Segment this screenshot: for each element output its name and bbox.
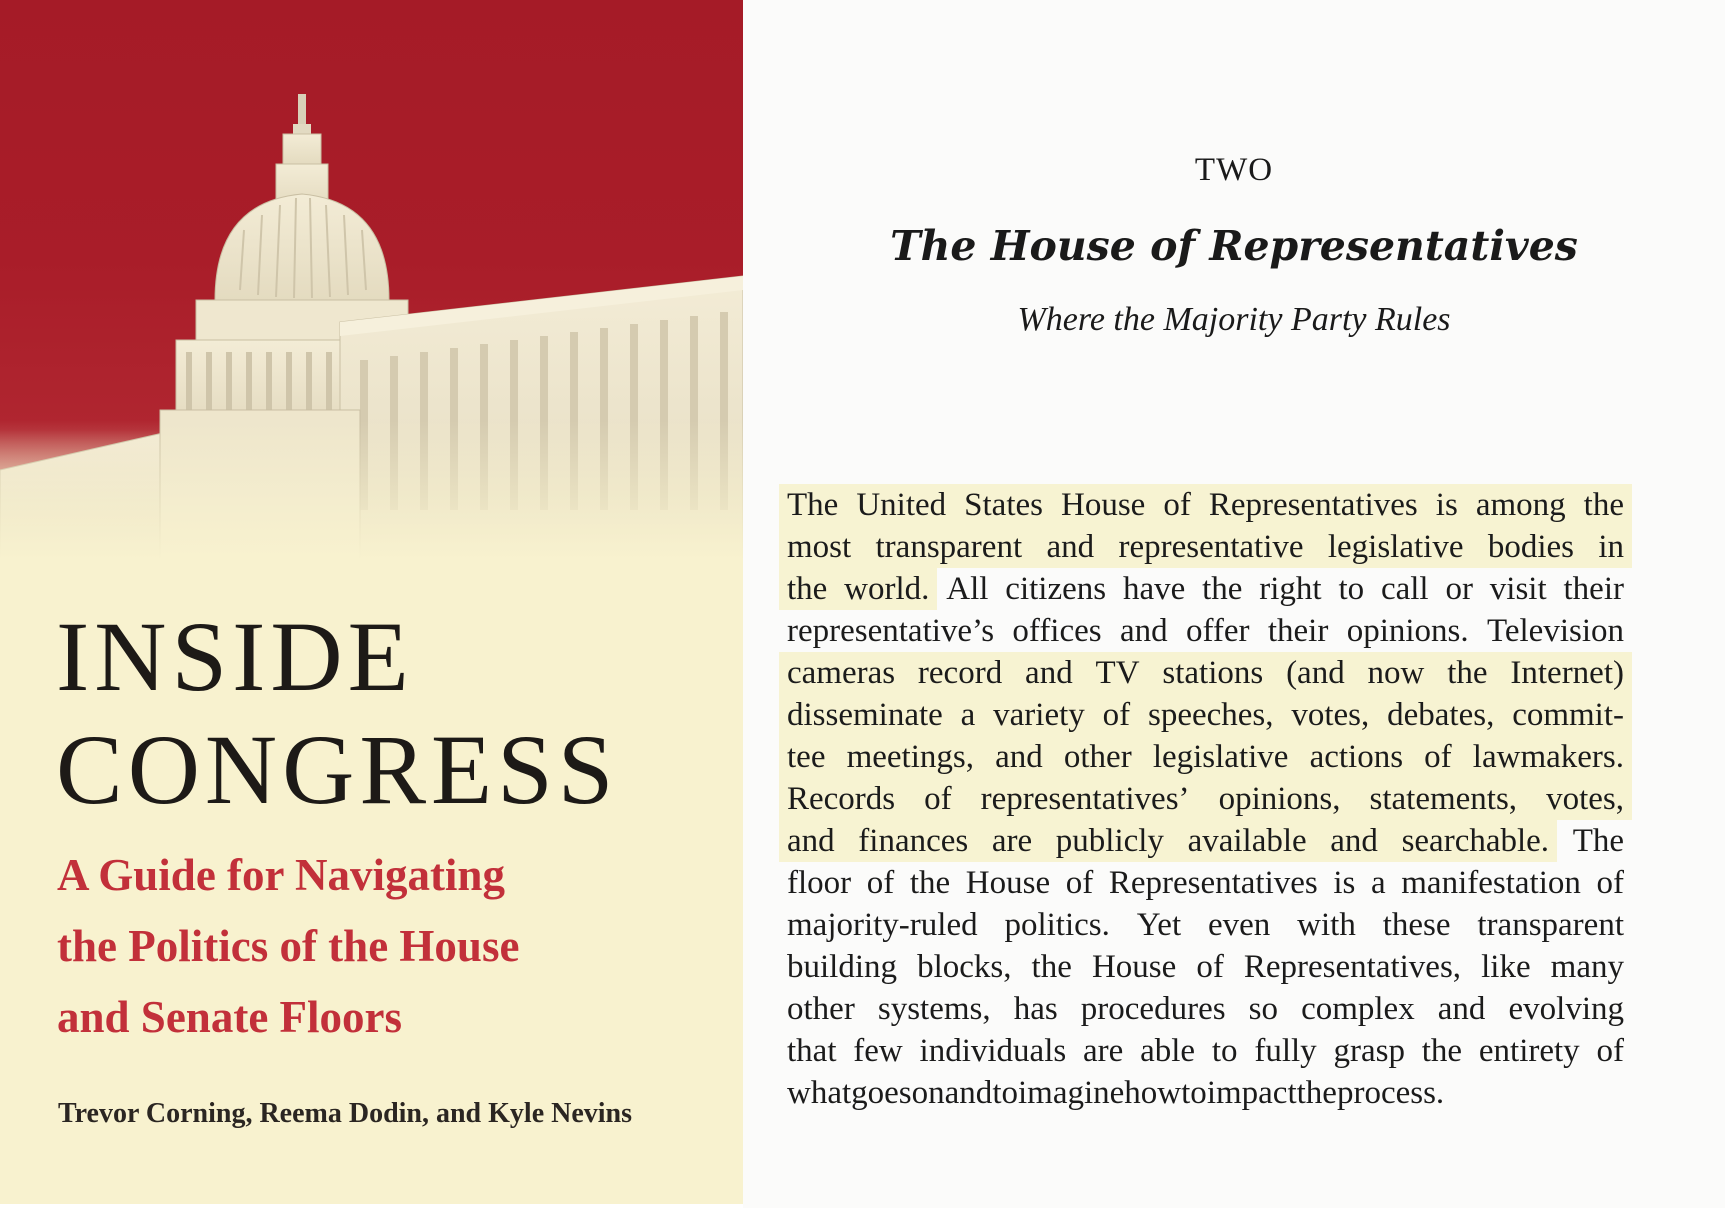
body-word: a bbox=[1371, 865, 1386, 901]
body-line bbox=[787, 946, 1724, 988]
body-word: transparent bbox=[1477, 907, 1624, 943]
body-word: of bbox=[1065, 865, 1094, 901]
book-cover bbox=[0, 0, 743, 1204]
body-word: systems, bbox=[877, 991, 991, 1027]
body-word: votes, bbox=[1546, 781, 1624, 817]
body-word: grasp bbox=[1333, 1033, 1405, 1069]
body-word: to bbox=[992, 1075, 1018, 1111]
body-word: are bbox=[991, 823, 1033, 859]
chapter-body-text bbox=[787, 484, 1724, 1114]
body-word: what bbox=[787, 1075, 852, 1111]
body-word: House bbox=[1091, 949, 1177, 985]
body-word: legislative bbox=[1152, 739, 1289, 775]
body-word: of bbox=[1424, 739, 1452, 775]
body-word: of bbox=[924, 781, 952, 817]
body-line bbox=[787, 526, 1724, 568]
body-word: fully bbox=[1254, 1033, 1317, 1069]
body-word: of bbox=[1596, 1033, 1624, 1069]
body-word: entirety bbox=[1478, 1033, 1580, 1069]
chapter-subtitle: Where the Majority Party Rules bbox=[1017, 301, 1451, 338]
body-word: has bbox=[1013, 991, 1058, 1027]
body-word: and bbox=[944, 1075, 993, 1111]
body-word: a bbox=[960, 697, 976, 733]
book-title-line-2: CONGRESS bbox=[56, 714, 619, 825]
body-word: statements, bbox=[1369, 781, 1518, 817]
body-word: variety bbox=[993, 697, 1085, 733]
body-word: call bbox=[1380, 571, 1429, 607]
body-word: goes bbox=[851, 1075, 912, 1111]
book-title bbox=[56, 600, 618, 826]
body-word: and bbox=[1025, 655, 1073, 691]
body-word: debates, bbox=[1387, 697, 1495, 733]
body-word: lawmakers. bbox=[1472, 739, 1624, 775]
body-word: TV bbox=[1095, 655, 1140, 691]
body-word: world. bbox=[844, 571, 930, 607]
body-word: of bbox=[1596, 865, 1624, 901]
body-word: offer bbox=[1185, 613, 1250, 649]
body-word: to bbox=[1211, 1033, 1238, 1069]
body-word: commit- bbox=[1512, 697, 1624, 733]
body-word: imagine bbox=[1017, 1075, 1125, 1111]
body-word: is bbox=[1333, 865, 1356, 901]
body-word: record bbox=[917, 655, 1003, 691]
body-line bbox=[787, 568, 1724, 610]
body-word: the bbox=[1583, 487, 1624, 523]
body-word: their bbox=[1563, 571, 1624, 607]
body-word: individuals bbox=[919, 1033, 1067, 1069]
body-word: representatives’ bbox=[980, 781, 1190, 817]
body-word: able bbox=[1140, 1033, 1196, 1069]
body-word: and bbox=[1046, 529, 1095, 565]
body-word: Representatives, bbox=[1243, 949, 1462, 985]
body-word: States bbox=[964, 487, 1043, 523]
body-word: that bbox=[787, 1033, 837, 1069]
body-word: Representatives bbox=[1108, 865, 1318, 901]
body-word: offices bbox=[1012, 613, 1102, 649]
book-subtitle-line: the Politics of the House bbox=[57, 921, 520, 971]
body-word: the bbox=[787, 571, 828, 607]
body-line bbox=[787, 736, 1724, 778]
body-word: have bbox=[1122, 571, 1186, 607]
body-word: representative’s bbox=[787, 613, 995, 649]
body-word: searchable. bbox=[1401, 823, 1550, 859]
body-word: Records bbox=[787, 781, 896, 817]
body-word: the bbox=[1296, 1075, 1337, 1111]
body-word: House bbox=[965, 865, 1051, 901]
body-word: manifestation bbox=[1401, 865, 1581, 901]
body-word: (and bbox=[1286, 655, 1345, 691]
body-word: right bbox=[1259, 571, 1322, 607]
body-word: building bbox=[787, 949, 898, 985]
body-word: the bbox=[1031, 949, 1072, 985]
body-word: to bbox=[1181, 1075, 1207, 1111]
body-word: All bbox=[946, 571, 989, 607]
body-line bbox=[787, 820, 1724, 862]
chapter-title: The House of Representatives bbox=[890, 222, 1578, 270]
body-word: The bbox=[787, 487, 839, 523]
body-line bbox=[787, 652, 1724, 694]
body-line bbox=[787, 904, 1724, 946]
body-word: Representatives bbox=[1208, 487, 1418, 523]
body-word: publicly bbox=[1055, 823, 1164, 859]
body-word: the bbox=[1447, 655, 1488, 691]
body-word: floor bbox=[787, 865, 852, 901]
body-word: are bbox=[1083, 1033, 1124, 1069]
body-word: is bbox=[1435, 487, 1458, 523]
body-word: few bbox=[853, 1033, 903, 1069]
body-word: Television bbox=[1487, 613, 1624, 649]
book-subtitle-line: and Senate Floors bbox=[57, 992, 403, 1042]
body-word: like bbox=[1481, 949, 1531, 985]
body-word: majority-ruled bbox=[787, 907, 978, 943]
body-word: Yet bbox=[1136, 907, 1182, 943]
body-word: available bbox=[1187, 823, 1307, 859]
body-word: and bbox=[787, 823, 835, 859]
body-line bbox=[787, 988, 1724, 1030]
body-word: of bbox=[1196, 949, 1224, 985]
body-word: tee bbox=[787, 739, 826, 775]
body-word: now bbox=[1367, 655, 1425, 691]
body-line bbox=[787, 778, 1724, 820]
body-word: impact bbox=[1206, 1075, 1297, 1111]
body-word: evolving bbox=[1508, 991, 1624, 1027]
body-word: cameras bbox=[787, 655, 896, 691]
body-word: their bbox=[1267, 613, 1329, 649]
book-subtitle bbox=[57, 840, 697, 1053]
body-word: these bbox=[1382, 907, 1451, 943]
body-word: meetings, bbox=[846, 739, 974, 775]
body-word: the bbox=[1202, 571, 1243, 607]
body-word: complex bbox=[1301, 991, 1415, 1027]
body-word: opinions, bbox=[1218, 781, 1341, 817]
body-word: among bbox=[1475, 487, 1566, 523]
body-word: United bbox=[856, 487, 947, 523]
body-word: process. bbox=[1336, 1075, 1445, 1111]
body-word: stations bbox=[1162, 655, 1264, 691]
body-line bbox=[787, 1072, 1724, 1114]
body-line bbox=[787, 484, 1724, 526]
body-word: representative bbox=[1118, 529, 1304, 565]
book-authors: Trevor Corning, Reema Dodin, and Kyle Nevins bbox=[58, 1098, 633, 1129]
body-word: Internet) bbox=[1510, 655, 1624, 691]
body-word: blocks, bbox=[917, 949, 1012, 985]
body-word: disseminate bbox=[787, 697, 943, 733]
body-line bbox=[787, 1030, 1724, 1072]
body-word: citizens bbox=[1005, 571, 1107, 607]
body-word: and bbox=[995, 739, 1043, 775]
body-word: of bbox=[1163, 487, 1191, 523]
body-word: so bbox=[1248, 991, 1278, 1027]
body-word: in bbox=[1598, 529, 1624, 565]
body-word: other bbox=[787, 991, 855, 1027]
body-word: other bbox=[1063, 739, 1132, 775]
body-word: with bbox=[1297, 907, 1356, 943]
body-word: most bbox=[787, 529, 852, 565]
body-word: visit bbox=[1489, 571, 1547, 607]
body-word: of bbox=[1102, 697, 1131, 733]
book-title-line-1: INSIDE bbox=[56, 601, 414, 712]
body-word: how bbox=[1124, 1075, 1182, 1111]
body-word: or bbox=[1445, 571, 1473, 607]
body-word: the bbox=[1421, 1033, 1463, 1069]
body-line bbox=[787, 694, 1724, 736]
book-page bbox=[743, 0, 1725, 1208]
body-word: the bbox=[909, 865, 951, 901]
body-word: speeches, bbox=[1147, 697, 1274, 733]
body-line bbox=[787, 862, 1724, 904]
body-word: The bbox=[1572, 823, 1624, 859]
body-word: opinions. bbox=[1346, 613, 1469, 649]
book-subtitle-line: A Guide for Navigating bbox=[57, 850, 505, 900]
body-word: politics. bbox=[1004, 907, 1110, 943]
body-word: even bbox=[1207, 907, 1271, 943]
body-word: House bbox=[1061, 487, 1146, 523]
body-word: transparent bbox=[875, 529, 1023, 565]
body-word: actions bbox=[1309, 739, 1404, 775]
capitol-illustration bbox=[0, 90, 743, 560]
body-word: bodies bbox=[1487, 529, 1574, 565]
body-word: on bbox=[911, 1075, 945, 1111]
body-word: procedures bbox=[1080, 991, 1226, 1027]
body-word: votes, bbox=[1291, 697, 1370, 733]
body-word: to bbox=[1338, 571, 1365, 607]
chapter-number: TWO bbox=[1194, 152, 1274, 188]
body-word: legislative bbox=[1327, 529, 1464, 565]
body-line bbox=[787, 610, 1724, 652]
body-word: many bbox=[1550, 949, 1624, 985]
body-word: of bbox=[866, 865, 895, 901]
body-word: and bbox=[1330, 823, 1378, 859]
body-word: and bbox=[1119, 613, 1168, 649]
body-word: finances bbox=[858, 823, 969, 859]
body-word: and bbox=[1437, 991, 1486, 1027]
